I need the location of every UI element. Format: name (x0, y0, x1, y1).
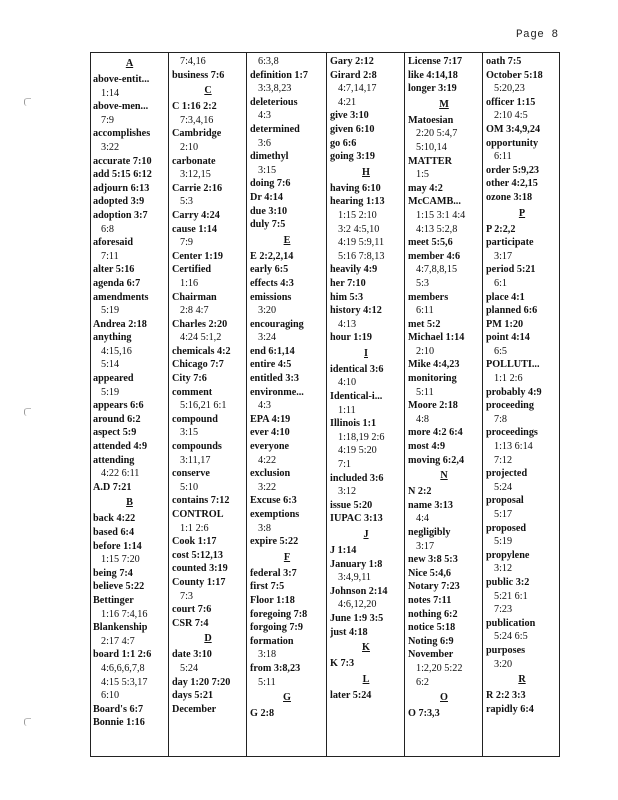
index-column-5 (404, 52, 482, 757)
index-term: Gary 2:12 (330, 56, 374, 67)
section-letter-heading: O (440, 692, 448, 704)
index-term: CSR 7:4 (172, 617, 209, 629)
index-term: Mike 4:4,23 (408, 359, 460, 371)
index-term: Girard 2:8 (330, 69, 377, 81)
index-term: ozone 3:18 (486, 191, 533, 203)
index-page-refs: 1:1 2:6 (180, 522, 209, 534)
index-term: court 7:6 (172, 604, 212, 616)
index-term: end 6:1,14 (250, 345, 295, 357)
section-letter-heading: B (126, 497, 133, 509)
index-page-refs: 3:8 (258, 522, 272, 534)
index-page-refs: 3:12 (494, 563, 513, 575)
index-term: included 3:6 (330, 472, 384, 484)
index-page-refs: 3:12 (338, 486, 357, 498)
index-term: go 6:6 (330, 137, 357, 149)
index-term: Matoesian (408, 114, 454, 126)
index-page-refs: 4:21 (338, 96, 357, 108)
index-term: give 3:10 (330, 110, 369, 122)
index-term: POLLUTI... (486, 359, 540, 371)
index-page-refs: 6:11 (416, 305, 434, 317)
index-term: Excuse 6:3 (250, 495, 297, 507)
index-term: forgoing 7:9 (250, 622, 303, 634)
index-term: purposes (486, 644, 526, 656)
index-page-refs: 7:1 (338, 459, 352, 471)
index-term: new 3:8 5:3 (408, 554, 458, 566)
index-term: November (408, 649, 454, 661)
index-page-refs: 3:22 (101, 141, 120, 153)
index-term: compound (172, 413, 218, 425)
index-page-refs: 1:16 (180, 277, 199, 289)
index-term: effects 4:3 (250, 277, 294, 289)
index-page-refs: 3:17 (416, 540, 435, 552)
index-page-refs: 4:19 5:9,11 (338, 237, 385, 249)
index-page-refs: 5:11 (258, 676, 276, 688)
index-term: federal 3:7 (250, 567, 297, 579)
index-term: encouraging (250, 318, 304, 330)
index-term: County 1:17 (172, 576, 226, 588)
index-term: C 1:16 2:2 (172, 101, 217, 113)
index-page-refs: 5:16,21 6:1 (180, 400, 227, 412)
index-term: given 6:10 (330, 123, 375, 135)
index-term: negligibly (408, 527, 451, 538)
section-letter-heading: E (283, 234, 291, 246)
index-page-refs: 2:20 5:4,7 (416, 128, 458, 140)
binding-hole-mark (24, 408, 31, 416)
index-term: attended 4:9 (93, 441, 148, 453)
index-term: above-entit... (93, 74, 150, 85)
index-term: notice 5:18 (408, 622, 456, 634)
index-page-refs: 4:24 5:1,2 (180, 332, 222, 344)
index-term: history 4:12 (330, 305, 382, 317)
index-term: deleterious (250, 96, 298, 108)
index-term: business 7:6 (172, 69, 225, 81)
index-term: name 3:13 (408, 499, 453, 511)
index-term: order 5:9,23 (486, 164, 540, 176)
index-term: entitled 3:3 (250, 373, 299, 385)
index-term: being 7:4 (93, 567, 133, 579)
index-term: Chairman (172, 291, 217, 303)
index-page-refs: 3:11,17 (180, 454, 211, 466)
index-term: R 2:2 3:3 (486, 690, 526, 702)
index-term: going 3:19 (330, 151, 375, 163)
index-term: public 3:2 (486, 576, 530, 588)
index-term: accurate 7:10 (93, 155, 152, 167)
index-term: Moore 2:18 (408, 400, 458, 412)
index-page-refs: 6:8 (101, 223, 115, 235)
index-term: member 4:6 (408, 250, 461, 262)
index-term: OM 3:4,9,24 (486, 123, 541, 135)
index-term: expire 5:22 (250, 536, 299, 548)
index-page-refs: 1:14 (101, 87, 120, 99)
index-term: days 5:21 (172, 690, 214, 702)
index-term: doing 7:6 (250, 178, 291, 190)
index-page-refs: 7:9 (101, 114, 115, 126)
index-term: Illinois 1:1 (330, 418, 377, 430)
index-page-refs: 6:5 (494, 345, 508, 357)
index-term: point 4:14 (486, 332, 530, 344)
index-term: formation (250, 635, 294, 647)
index-term: accomplishes (93, 128, 151, 140)
index-page-refs: 4:22 (258, 454, 277, 466)
binding-hole-mark (24, 718, 31, 726)
index-page-refs: 5:10,14 (416, 141, 447, 153)
section-letter-heading: J (363, 529, 369, 540)
index-term: officer 1:15 (486, 96, 536, 108)
index-page-refs: 4:15,16 (101, 345, 132, 357)
index-page-refs: 4:3 (258, 400, 272, 412)
index-term: adoption 3:7 (93, 209, 148, 221)
index-term: Charles 2:20 (172, 318, 228, 330)
index-term: adjourn 6:13 (93, 182, 150, 194)
index-page-refs: 4:7,14,17 (338, 83, 377, 95)
index-term: chemicals 4:2 (172, 345, 231, 357)
index-page-refs: 4:19 5:20 (338, 445, 377, 457)
index-term: Johnson 2:14 (330, 585, 388, 597)
index-page-refs: 5:11 (416, 386, 434, 398)
index-term: compounds (172, 441, 222, 453)
section-letter-heading: L (362, 673, 370, 685)
index-term: board 1:1 2:6 (93, 649, 152, 661)
index-page-refs: 6:3,8 (258, 56, 279, 67)
section-letter-heading: N (440, 470, 448, 482)
index-term: K 7:3 (330, 658, 355, 670)
index-term: around 6:2 (93, 413, 141, 425)
index-term: nothing 6:2 (408, 608, 458, 620)
index-page-refs: 5:24 (494, 481, 513, 493)
index-term: anything (93, 332, 132, 344)
index-term: entire 4:5 (250, 359, 292, 371)
section-letter-heading: K (362, 642, 370, 654)
index-page-refs: 4:22 6:11 (101, 468, 140, 480)
index-page-refs: 3:15 (180, 427, 199, 439)
index-term: October 5:18 (486, 69, 543, 81)
index-term: other 4:2,15 (486, 178, 538, 190)
index-term: aspect 5:9 (93, 427, 137, 439)
section-letter-heading: C (204, 85, 212, 97)
index-term: appeared (93, 373, 134, 385)
index-term: first 7:5 (250, 581, 285, 593)
index-page-refs: 5:19 (101, 305, 120, 317)
section-letter-heading: A (125, 58, 134, 69)
index-term: probably 4:9 (486, 386, 542, 398)
index-page-refs: 6:10 (101, 690, 120, 702)
index-term: Michael 1:14 (408, 332, 465, 344)
index-page-refs: 5:10 (180, 481, 199, 493)
index-term: A.D 7:21 (93, 481, 132, 493)
index-term: like 4:14,18 (408, 69, 458, 81)
index-term: aforesaid (93, 237, 133, 249)
section-letter-heading: M (439, 98, 449, 110)
index-term: meet 5:5,6 (408, 237, 453, 249)
index-term: rapidly 6:4 (486, 703, 534, 715)
index-term: CONTROL (172, 509, 224, 520)
index-page-refs: 2:10 (416, 345, 435, 357)
index-term: N 2:2 (408, 486, 432, 498)
index-term: proposed (486, 522, 527, 534)
index-term: back 4:22 (93, 513, 136, 525)
index-page-refs: 3:18 (258, 649, 277, 661)
index-term: place 4:1 (486, 291, 525, 303)
index-term: attending (93, 454, 135, 466)
index-term: issue 5:20 (330, 499, 373, 511)
index-term: License 7:17 (408, 56, 463, 67)
index-term: members (408, 291, 449, 303)
index-page-refs: 7:9 (180, 237, 194, 249)
index-term: based 6:4 (93, 527, 135, 538)
index-term: identical 3:6 (330, 363, 384, 375)
index-term: her 7:10 (330, 277, 366, 289)
index-page-refs: 1:11 (338, 404, 356, 416)
index-page-refs: 4:13 (338, 318, 357, 330)
index-page-refs: 7:11 (101, 250, 119, 262)
section-letter-heading: H (362, 166, 370, 178)
index-page-refs: 4:10 (338, 377, 357, 389)
index-page-refs: 4:4 (416, 513, 430, 525)
index-term: December (172, 703, 217, 715)
index-page-refs: 5:20,23 (494, 83, 525, 95)
index-term: Center 1:19 (172, 250, 224, 262)
index-page-refs: 6:1 (494, 277, 508, 289)
index-term: longer 3:19 (408, 83, 457, 95)
index-page-refs: 7:3,4,16 (180, 114, 214, 126)
index-page-refs: 4:6,12,20 (338, 599, 377, 611)
index-term: amendments (93, 291, 149, 303)
index-page-refs: 1:2,20 5:22 (416, 662, 463, 674)
index-page-refs: 3:15 (258, 164, 277, 176)
index-term: date 3:10 (172, 649, 212, 661)
index-term: proceedings (486, 427, 538, 439)
index-term: IUPAC 3:13 (330, 513, 383, 525)
index-term: J 1:14 (330, 545, 357, 556)
index-column-1 (90, 52, 168, 757)
index-term: duly 7:5 (250, 219, 286, 231)
index-term: carbonate (172, 155, 216, 167)
index-term: propylene (486, 549, 530, 561)
index-term: Certified (172, 264, 212, 276)
index-term: appears 6:6 (93, 400, 144, 412)
index-term: met 5:2 (408, 318, 441, 330)
index-term: Blankenship (93, 622, 148, 634)
index-term: period 5:21 (486, 264, 536, 276)
index-page-refs: 1:15 3:1 4:4 (416, 209, 466, 221)
index-page-refs: 6:11 (494, 151, 512, 163)
index-term: Bettinger (93, 594, 134, 606)
index-term: proposal (486, 495, 524, 507)
section-letter-heading: R (518, 674, 526, 686)
index-term: more 4:2 6:4 (408, 427, 463, 439)
index-term: dimethyl (250, 151, 289, 163)
index-term: O 7:3,3 (408, 708, 440, 720)
index-page-refs: 4:13 5:2,8 (416, 223, 458, 235)
index-term: oath 7:5 (486, 56, 522, 67)
index-page-refs: 5:3 (416, 277, 430, 289)
index-page-refs: 5:3 (180, 196, 194, 208)
index-page-refs: 5:21 6:1 (494, 590, 528, 602)
index-term: believe 5:22 (93, 581, 145, 593)
index-term: Cambridge (172, 128, 222, 140)
section-letter-heading: I (364, 347, 368, 359)
index-page-refs: 5:14 (101, 359, 120, 371)
index-term: before 1:14 (93, 540, 142, 552)
index-term: agenda 6:7 (93, 277, 141, 289)
index-term: Carrie 2:16 (172, 182, 223, 194)
index-term: alter 5:16 (93, 264, 135, 276)
index-term: most 4:9 (408, 441, 446, 453)
index-term: PM 1:20 (486, 318, 524, 330)
index-term: everyone (250, 441, 290, 453)
index-term: City 7:6 (172, 373, 207, 385)
index-page-refs: 7:12 (494, 454, 513, 466)
index-page-refs: 2:8 4:7 (180, 305, 209, 317)
index-term: exemptions (250, 509, 300, 520)
index-term: moving 6:2,4 (408, 454, 465, 466)
index-term: Cook 1:17 (172, 536, 217, 548)
index-term: determined (250, 123, 300, 135)
index-term: Board's 6:7 (93, 703, 144, 715)
index-page-refs: 4:6,6,6,7,8 (101, 662, 145, 674)
index-term: exclusion (250, 468, 291, 480)
index-term: having 6:10 (330, 182, 381, 194)
index-term: Nice 5:4,6 (408, 567, 451, 579)
index-term: planned 6:6 (486, 305, 538, 317)
index-term: definition 1:7 (250, 69, 309, 81)
index-page-refs: 3:24 (258, 332, 277, 344)
index-page-refs: 5:19 (101, 386, 120, 398)
index-term: MATTER (408, 155, 452, 167)
index-term: Chicago 7:7 (172, 359, 224, 371)
index-page-refs: 1:15 2:10 (338, 209, 377, 221)
index-page-refs: 7:8 (494, 413, 508, 425)
index-page-refs: 2:10 4:5 (494, 110, 528, 122)
index-term: Floor 1:18 (250, 594, 295, 606)
index-term: cost 5:12,13 (172, 549, 223, 561)
index-page-refs: 5:19 (494, 536, 513, 548)
index-term: heavily 4:9 (330, 264, 378, 276)
index-column-6 (482, 52, 560, 757)
index-page-refs: 4:7,8,8,15 (416, 264, 458, 276)
index-page-refs: 3:20 (494, 658, 513, 670)
index-page-refs: 3:12,15 (180, 169, 211, 181)
index-term: monitoring (408, 373, 457, 385)
index-page-refs: 4:15 5:3,17 (101, 676, 148, 688)
index-term: ever 4:10 (250, 427, 290, 439)
index-term: Noting 6:9 (408, 635, 454, 647)
index-term: hearing 1:13 (330, 196, 385, 208)
index-page-refs: 7:3 (180, 590, 194, 602)
binding-hole-mark (24, 98, 31, 106)
index-term: McCAMB... (408, 196, 461, 208)
index-column-4 (326, 52, 404, 757)
index-page-refs: 3:3,8,23 (258, 83, 292, 95)
index-page-refs: 2:17 4:7 (101, 635, 135, 647)
index-term: just 4:18 (330, 626, 368, 638)
page-number-label: Page 8 (516, 29, 559, 41)
index-term: Bonnie 1:16 (93, 717, 145, 729)
index-term: E 2:2,2,14 (250, 250, 294, 262)
index-page-refs: 1:1 2:6 (494, 373, 523, 385)
index-term: him 5:3 (330, 291, 364, 303)
index-term: Dr 4:14 (250, 191, 283, 203)
index-page-refs: 5:24 6:5 (494, 631, 528, 643)
index-term: G 2:8 (250, 708, 275, 720)
index-term: counted 3:19 (172, 563, 228, 575)
index-page-refs: 4:3 (258, 110, 272, 122)
index-page-refs: 1:5 (416, 169, 430, 181)
index-page-refs: 3:22 (258, 481, 277, 493)
index-term: emissions (250, 291, 292, 303)
index-term: proceeding (486, 400, 534, 412)
section-letter-heading: G (283, 692, 291, 704)
index-page-refs: 1:16 7:4,16 (101, 608, 148, 620)
index-page-refs: 1:18,19 2:6 (338, 431, 385, 443)
index-term: conserve (172, 468, 210, 480)
index-page-refs: 5:16 7:8,13 (338, 250, 385, 262)
index-term: add 5:15 6:12 (93, 169, 152, 181)
index-column-2 (168, 52, 246, 757)
index-term: June 1:9 3:5 (330, 612, 384, 624)
index-term: environme... (250, 386, 304, 398)
section-letter-heading: F (283, 551, 291, 563)
index-term: comment (172, 386, 213, 398)
index-term: participate (486, 237, 534, 249)
index-term: adopted 3:9 (93, 196, 145, 208)
index-column-3 (246, 52, 326, 757)
index-term: P 2:2,2 (486, 223, 516, 235)
index-term: Carry 4:24 (172, 209, 220, 221)
index-term: notes 7:11 (408, 594, 452, 606)
index-term: Identical-i... (330, 391, 383, 403)
index-term: may 4:2 (408, 182, 443, 194)
index-term: contains 7:12 (172, 495, 230, 507)
index-term: due 3:10 (250, 205, 288, 217)
section-letter-heading: D (204, 633, 212, 645)
index-term: above-men... (93, 101, 149, 113)
index-page-refs: 2:10 (180, 141, 199, 153)
index-term: day 1:20 7:20 (172, 676, 231, 688)
index-term: later 5:24 (330, 689, 372, 701)
index-page-refs: 1:13 6:14 (494, 441, 533, 453)
index-term: projected (486, 468, 528, 480)
index-page-refs: 6:2 (416, 676, 430, 688)
index-term: foregoing 7:8 (250, 608, 308, 620)
index-page-refs: 3:20 (258, 305, 277, 317)
index-page-refs: 3:6 (258, 137, 272, 149)
index-page-refs: 3:4,9,11 (338, 572, 372, 584)
index-page-refs: 3:2 4:5,10 (338, 223, 380, 235)
index-page-refs: 7:23 (494, 604, 513, 616)
index-term: early 6:5 (250, 264, 289, 276)
section-letter-heading: P (518, 207, 526, 219)
index-page-refs: 4:8 (416, 413, 430, 425)
index-term: opportunity (486, 137, 539, 149)
index-page-refs: 7:4,16 (180, 56, 206, 67)
index-term: Andrea 2:18 (93, 318, 147, 330)
index-page-refs: 5:24 (180, 662, 199, 674)
index-term: hour 1:19 (330, 332, 372, 344)
index-term: publication (486, 617, 536, 629)
index-term: from 3:8,23 (250, 662, 301, 674)
index-term: Notary 7:23 (408, 581, 460, 593)
index-page-refs: 5:17 (494, 509, 513, 520)
index-term: EPA 4:19 (250, 413, 291, 425)
index-page-refs: 3:17 (494, 250, 513, 262)
index-term: cause 1:14 (172, 223, 217, 235)
index-page-refs: 1:15 7:20 (101, 554, 140, 566)
index-term: January 1:8 (330, 558, 383, 570)
